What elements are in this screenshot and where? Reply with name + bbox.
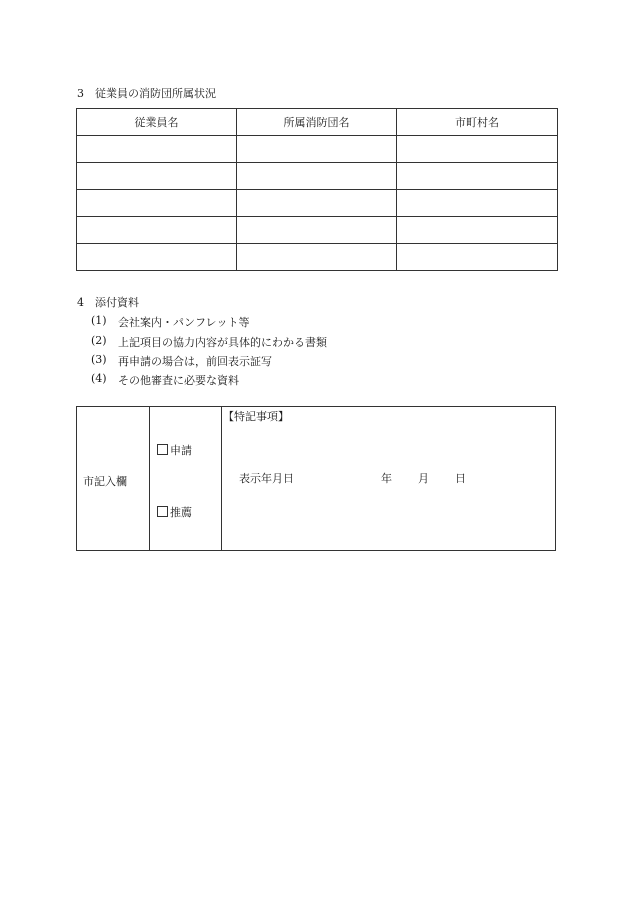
table-row xyxy=(77,217,558,244)
employee-name-cell[interactable] xyxy=(77,163,237,190)
recommend-option[interactable] xyxy=(157,504,192,520)
special-notes-title: 【特記事項】 xyxy=(223,410,289,423)
apply-checkbox[interactable] xyxy=(157,444,168,455)
attachment-text: 会社案内・パンフレット等 xyxy=(118,316,250,329)
fire-brigade-cell[interactable] xyxy=(237,136,397,163)
header-employee-name: 従業員名 xyxy=(77,109,237,136)
month-label: 月 xyxy=(418,472,429,485)
divider xyxy=(221,407,222,550)
apply-label: 申請 xyxy=(170,444,192,457)
municipality-cell[interactable] xyxy=(397,217,558,244)
attachment-text: 上記項目の協力内容が具体的にわかる書類 xyxy=(118,336,327,349)
attachment-text: その他審査に必要な資料 xyxy=(118,374,239,387)
section3-title: 3 従業員の消防団所属状況 xyxy=(77,87,216,100)
header-municipality: 市町村名 xyxy=(397,109,558,136)
divider xyxy=(149,407,150,550)
fire-brigade-cell[interactable] xyxy=(237,244,397,271)
section4-title: 4 添付資料 xyxy=(77,296,139,309)
city-box-label: 市記入欄 xyxy=(83,475,127,488)
year-label: 年 xyxy=(381,472,392,485)
display-date-label: 表示年月日 xyxy=(239,472,294,485)
attachment-text: 再申請の場合は，前回表示証写 xyxy=(118,355,272,368)
municipality-cell[interactable] xyxy=(397,163,558,190)
attachment-number: (2) xyxy=(91,334,107,347)
attachment-number: (1) xyxy=(91,314,107,327)
day-label: 日 xyxy=(455,472,466,485)
fire-brigade-cell[interactable] xyxy=(237,190,397,217)
employee-table xyxy=(76,108,558,271)
employee-name-cell[interactable] xyxy=(77,190,237,217)
recommend-checkbox[interactable] xyxy=(157,506,168,517)
table-header-row xyxy=(77,109,558,136)
attachment-number: (4) xyxy=(91,372,107,385)
header-fire-brigade: 所属消防団名 xyxy=(237,109,397,136)
city-use-box xyxy=(76,406,556,551)
employee-name-cell[interactable] xyxy=(77,244,237,271)
employee-name-cell[interactable] xyxy=(77,217,237,244)
employee-name-cell[interactable] xyxy=(77,136,237,163)
table-row xyxy=(77,136,558,163)
municipality-cell[interactable] xyxy=(397,244,558,271)
municipality-cell[interactable] xyxy=(397,136,558,163)
municipality-cell[interactable] xyxy=(397,190,558,217)
table-row xyxy=(77,244,558,271)
recommend-label: 推薦 xyxy=(170,506,192,519)
fire-brigade-cell[interactable] xyxy=(237,217,397,244)
attachment-number: (3) xyxy=(91,353,107,366)
fire-brigade-cell[interactable] xyxy=(237,163,397,190)
table-row xyxy=(77,163,558,190)
table-row xyxy=(77,190,558,217)
apply-option[interactable] xyxy=(157,442,192,458)
